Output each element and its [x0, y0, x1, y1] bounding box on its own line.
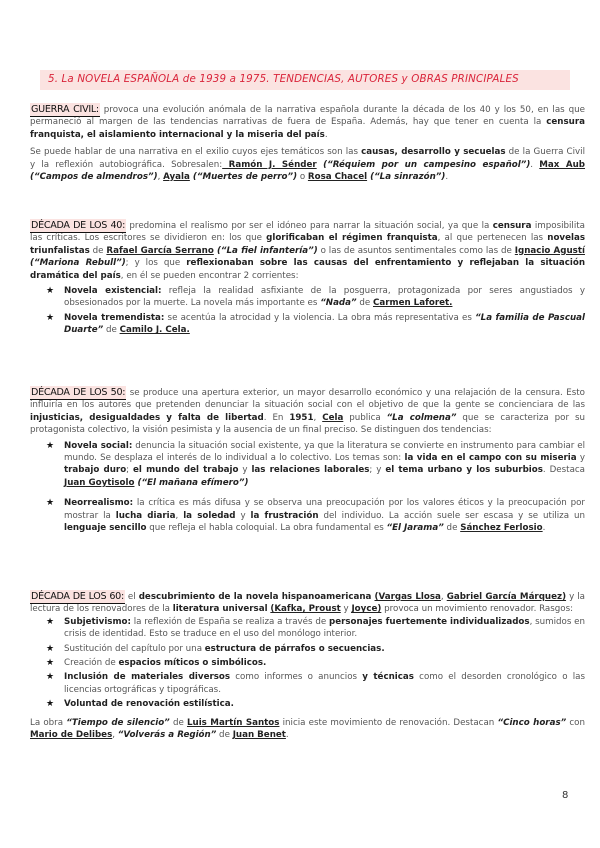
page-title: 5. La NOVELA ESPAÑOLA de 1939 a 1975. TENDENCIAS, AUTORES y OBRAS PRINCIPALES — [48, 73, 519, 85]
work-title: (“La fiel infantería”) — [213, 245, 318, 256]
list-item: ★ Inclusión de materiales diversos como informes o anuncios y técnicas como el desorden cronológico o las licencias ortográficas y tipográficas. — [46, 672, 585, 695]
author: Luis Martín Santos — [186, 717, 280, 728]
list-item: ★ Creación de espacios míticos o simbólicos. — [46, 658, 267, 669]
bullet-list — [30, 440, 585, 535]
author: Joyce) — [351, 604, 382, 615]
paragraph: GUERRA CIVIL: provoca una evolución anómala de la narrativa española durante la década de los 40 y los 50, en las que permaneció al margen de las tendencias narrativas de fuera de España. Además, hay que tener en cuenta la censura franquista, el aislamiento internacional y la miseria del país. — [30, 104, 585, 140]
work-title: “Cinco horas” — [497, 717, 567, 728]
work-title: (“El mañana efímero”) — [134, 477, 249, 488]
work-title: (“Muertes de perro”) — [189, 172, 298, 183]
star-icon: ★ — [46, 440, 55, 451]
work-title: (“Campos de almendros”) — [30, 172, 158, 183]
list-item: ★ Subjetivismo: la reflexión de España se realiza a través de personajes fuertemente individualizados, sumidos en crisis de identidad. Esto se traduce en el uso del monólogo interior. — [46, 616, 586, 640]
paragraph: DÉCADA DE LOS 40: predomina el realismo por ser el idóneo para narrar la situación social, ya que la censura imposibilita las críticas. Los escritores se dividieron en: los que glorificaban el régimen franquista, al que pertenecen las novelas triunfalistas de Rafael García Serrano (“La fiel infantería”) o las de asuntos sentimentales como las de Ignacio Agustí (“Mariona Rebull”); y los que reflexionaban sobre las causas del enfrentamiento y reflejaban la situación dramática del país, en él se pueden encontrar 2 corrientes: — [30, 220, 585, 281]
section-heading: DÉCADA DE LOS 60: — [31, 591, 124, 602]
star-icon: ★ — [46, 658, 55, 669]
star-icon: ★ — [46, 312, 55, 323]
section-guerra-civil — [30, 104, 585, 183]
paragraph: DÉCADA DE LOS 50: se produce una apertura exterior, un mayor desarrollo económico y una relajación de la censura. Esto influiría en los autores que pretenden denunciar la situación social con el objetivo de que la gente se concienciara de las injusticias, desigualdades y falta de libertad. En 1951, Cela publica “La colmena” que se caracteriza por su protagonista colectivo, la visión pesimista y la ausencia de un final preciso. Se distinguen dos tendencias: — [30, 387, 585, 436]
author: (Vargas Llosa — [374, 592, 441, 602]
section-decada-40 — [30, 220, 585, 337]
author: Max Aub — [539, 159, 586, 170]
star-icon: ★ — [46, 286, 55, 297]
work-title: (“Mariona Rebull”) — [30, 258, 126, 269]
paragraph: La obra “Tiempo de silencio” de Luis Martín Santos inicia este movimiento de renovación. Destacan “Cinco horas” con Mario de Delibes, “Volverás a Región” de Juan Benet. — [30, 717, 586, 741]
list-item: ★ Neorrealismo: la crítica es más difusa y se observa una preocupación por los valores éticos y la preocupación por mostrar la lucha diaria, la soledad y la frustración del individuo. La acción suele ser escasa y se utiliza un lenguaje sencillo que refleja el habla coloquial. La obra fundamental es “El Jarama” de Sánchez Ferlosio. — [46, 498, 585, 534]
work-title: “Nada” — [320, 298, 357, 309]
star-icon: ★ — [46, 616, 55, 627]
author: Carmen Laforet. — [373, 298, 453, 309]
list-item: ★ Voluntad de renovación estilística. — [46, 699, 234, 710]
work-title: “La colmena” — [386, 412, 457, 423]
bullet-list — [30, 285, 585, 337]
author: Camilo J. Cela. — [119, 325, 190, 336]
work-title: “La familia de Pascual Duarte” — [64, 312, 585, 336]
section-heading: DÉCADA DE LOS 50: — [31, 387, 126, 398]
list-item: ★ Novela tremendista: se acentúa la atrocidad y la violencia. La obra más representativa es “La familia de Pascual Duarte” de Camilo J. Cela. — [46, 312, 585, 336]
author: (Kafka, Proust — [270, 604, 341, 615]
author: Juan Goytisolo — [64, 477, 135, 488]
author: Rosa Chacel — [307, 172, 368, 183]
work-title: “El Jarama” — [386, 523, 444, 534]
author: Sánchez Ferlosio — [460, 523, 543, 534]
page-number: 8 — [562, 790, 569, 801]
author: Juan Benet — [232, 730, 286, 741]
author: Ignacio Agustí — [514, 245, 585, 256]
section-decada-50 — [30, 387, 585, 534]
star-icon: ★ — [46, 643, 55, 654]
author: Rafael García Serrano — [106, 245, 214, 256]
paragraph: Se puede hablar de una narrativa en el exilio cuyos ejes temáticos son las causas, desarrollo y secuelas de la Guerra Civil y la reflexión autobiográfica. Sobresalen: Ramón J. Sénder (“Réquiem por un campesino español”). Max Aub (“Campos de almendros”), Ayala (“Muertes de perro”) o Rosa Chacel (“La sinrazón”). — [30, 147, 586, 183]
list-item: ★ Sustitución del capítulo por una estructura de párrafos o secuencias. — [46, 643, 385, 654]
author: Gabriel García Márquez) — [446, 592, 567, 602]
author: Ayala — [163, 172, 190, 183]
section-heading: GUERRA CIVIL: — [31, 104, 99, 115]
section-decada-60 — [30, 591, 585, 741]
author: Cela — [322, 412, 344, 423]
work-title: (“La sinrazón”) — [367, 172, 446, 183]
work-title: “Tiempo de silencio” — [66, 717, 170, 728]
star-icon: ★ — [46, 672, 55, 683]
work-title: “Volverás a Región” — [117, 730, 217, 741]
list-item: ★ Novela social: denuncia la situación social existente, ya que la literatura se convierte en instrumento para cambiar el mundo. Se desplaza el interés de lo individual a lo colectivo. Los temas son: la vida en el campo con su miseria y trabajo duro; el mundo del trabajo y las relaciones laborales; y el tema urbano y los suburbios. Destaca Juan Goytisolo (“El mañana efímero”) — [46, 440, 585, 488]
author: Mario de Delibes — [30, 730, 113, 741]
author: Ramón J. Sénder — [222, 159, 317, 170]
section-heading: DÉCADA DE LOS 40: — [31, 220, 126, 231]
work-title: (“Réquiem por un campesino español”) — [316, 159, 531, 170]
bullet-list — [30, 616, 585, 711]
star-icon: ★ — [46, 699, 55, 710]
star-icon: ★ — [46, 498, 55, 509]
paragraph: DÉCADA DE LOS 60: el descubrimiento de la novela hispanoamericana (Vargas Llosa, Gabriel García Márquez) y la lectura de los renovadores de la literatura universal (Kafka, Proust y Joyce) provoca un movimiento renovador. Rasgos: — [30, 591, 585, 615]
list-item: ★ Novela existencial: refleja la realidad asfixiante de la posguerra, protagonizada por seres angustiados y obsesionados por la muerte. La novela más importante es “Nada” de Carmen Laforet. — [46, 286, 585, 309]
